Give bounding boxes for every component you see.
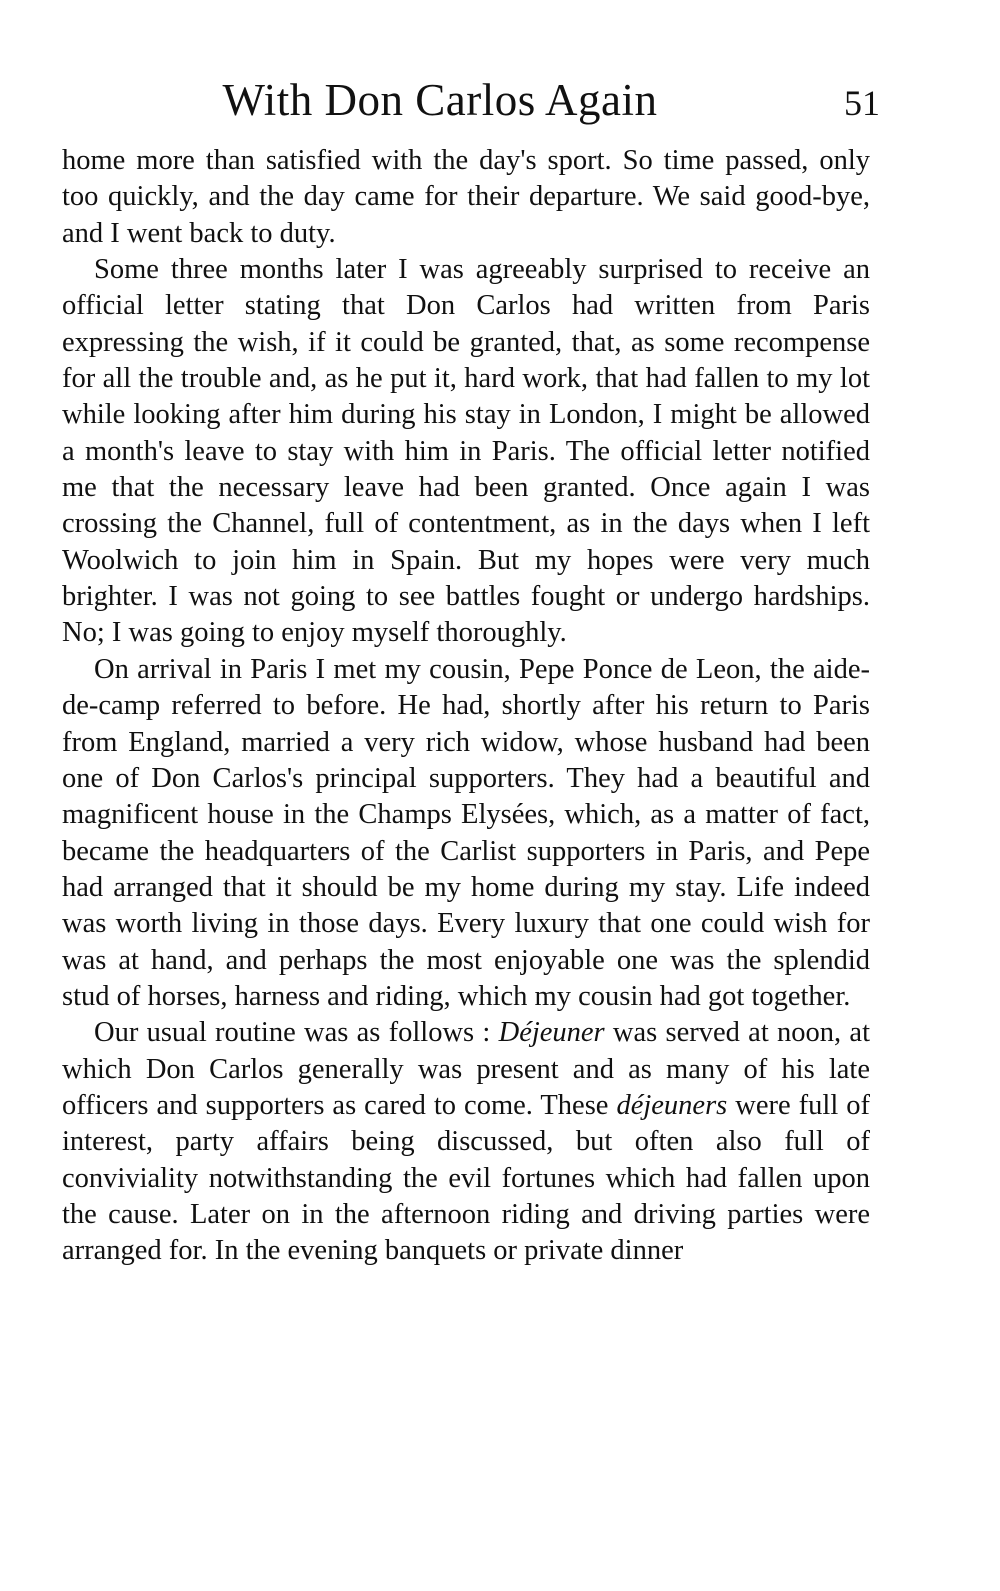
text-segment: Our usual routine was as follows : [94,1017,499,1049]
page-number: 51 [844,83,880,123]
text-segment: Some three months later I was agreeably surprised to receive an official letter stating that Don Carlos had written from Paris expressing the wish, if it could be granted, that, as some recompense for all the trouble and, as he put it, hard work, that had fallen to my lot while looking after him during his stay in London, I might be allowed a month's leave to stay with him in Paris. The official letter notified me that the necessary leave had been granted. Once again I was crossing the Channel, full of contentment, as in the days when I left Woolwich to join him in Spain. But my hopes were very much brighter. I was not going to see battles fought or undergo hardships. No; I was going to enjoy myself thoroughly. [62,254,870,649]
italic-term: déjeuners [616,1089,728,1121]
body-text [62,143,870,1270]
paragraph [62,143,870,252]
paragraph [62,1015,870,1269]
running-title: With Don Carlos Again [222,75,658,125]
running-head [60,74,880,130]
text-segment: was served at noon, at which Don Carlos generally was present and as many of his late officers and supporters as cared to come. These [62,1017,870,1121]
italic-term: Déjeuner [498,1017,605,1049]
text-segment: home more than satisfied with the day's sport. So time passed, only too quickly, and the day came for their departure. We said good-bye, and I went back to duty. [62,145,870,249]
text-segment: On arrival in Paris I met my cousin, Pepe Ponce de Leon, the aide-de-camp referred to before. He had, shortly after his return to Paris from England, married a very rich widow, whose husband had been one of Don Carlos's principal supporters. They had a beautiful and magnificent house in the Champs Elysées, which, as a matter of fact, became the headquarters of the Carlist supporters in Paris, and Pepe had arranged that it should be my home during my stay. Life indeed was worth living in those days. Every luxury that one could wish for was at hand, and perhaps the most enjoyable one was the splendid stud of horses, harness and riding, which my cousin had got together. [62,653,870,1012]
text-segment: were full of interest, party affairs being discussed, but often also full of conviviality notwithstanding the evil fortunes which had fallen upon the cause. Later on in the afternoon riding and driving parties were arranged for. In the evening banquets or private dinner [62,1089,870,1267]
paragraph [62,652,870,1015]
paragraph [62,252,870,652]
